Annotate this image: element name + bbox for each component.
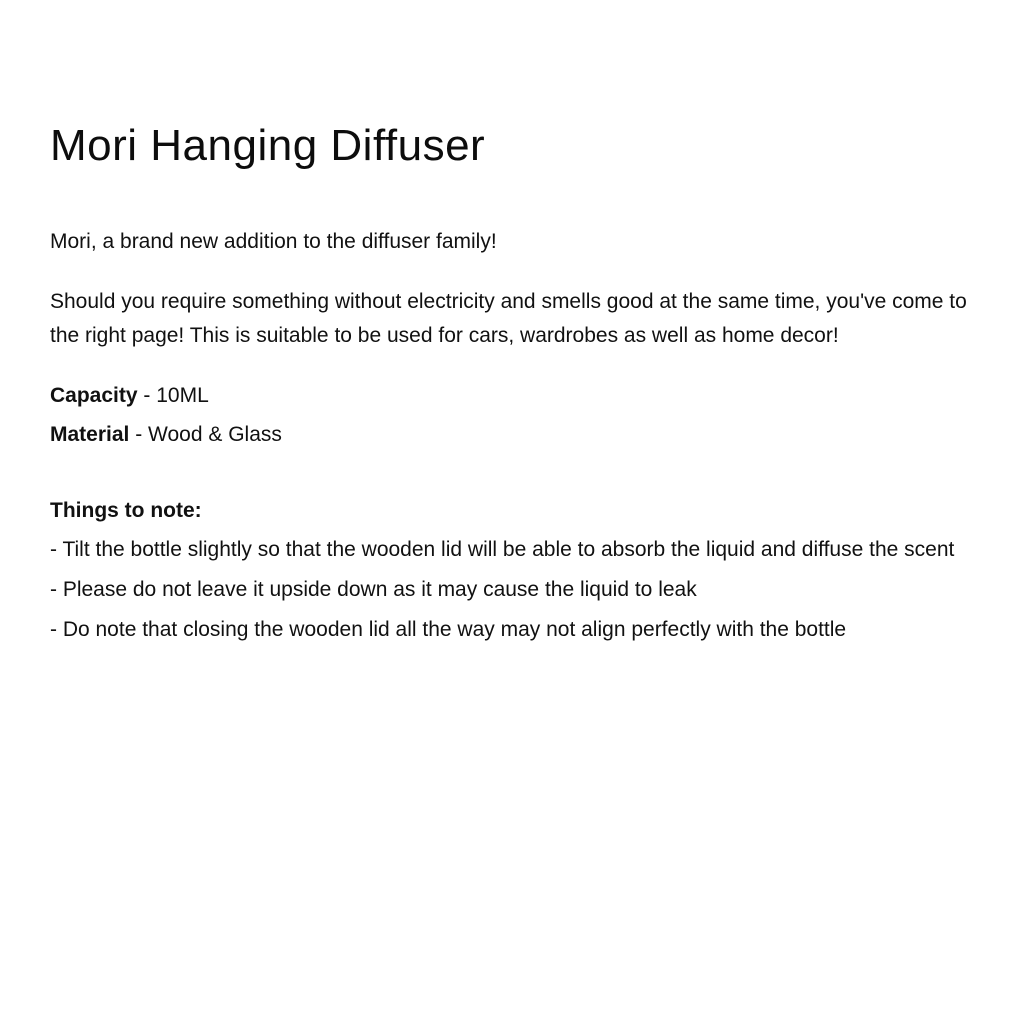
note-item-3: - Do note that closing the wooden lid all the way may not align perfectly with the bottle bbox=[50, 617, 847, 641]
page-title: Mori Hanging Diffuser bbox=[50, 121, 486, 170]
spec-value-material: - Wood & Glass bbox=[135, 423, 282, 447]
intro-paragraph-1: Mori, a brand new addition to the diffuser family! bbox=[50, 229, 497, 253]
note-item-2: - Please do not leave it upside down as it may cause the liquid to leak bbox=[50, 577, 697, 601]
intro-paragraph-2: Should you require something without electricity and smells good at the same time, you've come to the right page! This is suitable to be used for cars, wardrobes as well as home decor! bbox=[50, 289, 967, 347]
spec-value-capacity: - 10ML bbox=[143, 383, 209, 407]
specifications-list bbox=[50, 379, 994, 451]
spec-label-capacity: Capacity bbox=[50, 383, 138, 407]
note-item-1: - Tilt the bottle slightly so that the wooden lid will be able to absorb the liquid and diffuse the scent bbox=[50, 537, 955, 561]
notes-heading: Things to note: bbox=[50, 499, 202, 523]
spec-item-capacity bbox=[50, 379, 994, 412]
spec-item-material bbox=[50, 418, 994, 451]
spec-label-material: Material bbox=[50, 423, 130, 447]
